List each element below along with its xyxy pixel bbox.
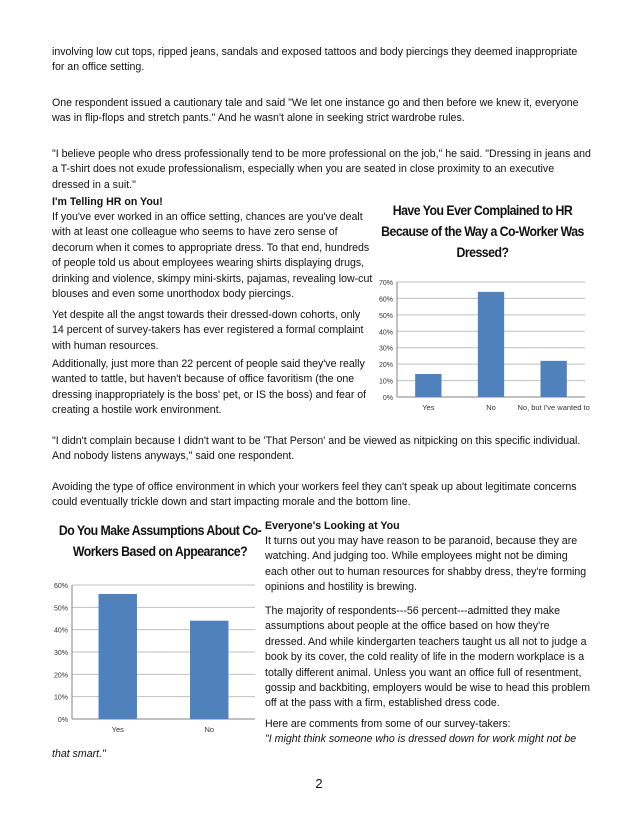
y-tick-label: 60%: [378, 296, 393, 304]
bar: [415, 374, 441, 397]
y-tick-label: 40%: [53, 627, 68, 635]
x-tick-label: Yes: [422, 403, 435, 412]
paragraph-avoiding: Avoiding the type of office environment in which your workers feel they can't speak up about legitimate concerns could eventually trickle down and start impacting morale and the bottom line.: [52, 481, 577, 509]
paragraph-hr-tattle: Additionally, just more than 22 percent of people said they've really wanted to tattle, but haven't because of office favoritism (the one dressing inappropriately is the boss' pet, or IS the boss) and fear of creating a hostile work environment.: [52, 358, 367, 417]
x-tick-label: No, but I've wanted to: [517, 403, 590, 412]
survey-quote-line2: that smart.": [52, 748, 106, 760]
section-heading-looking: Everyone's Looking at You: [265, 520, 400, 532]
y-tick-label: 10%: [53, 694, 68, 702]
chart-title-line: Do You Make Assumptions About Co-: [58, 522, 262, 538]
paragraph-looking-paranoid: It turns out you may have reason to be paranoid, because they are watching. And judging too. While employees might not be diming each other out to human resources for shabby dress, they're forming opinions and hostility is brewing.: [265, 535, 587, 594]
y-tick-label: 30%: [378, 345, 393, 353]
bar: [190, 621, 228, 719]
y-tick-label: 10%: [378, 378, 393, 386]
page-number: 2: [315, 776, 323, 791]
x-tick-label: No: [486, 403, 496, 412]
bar: [541, 361, 567, 397]
paragraph-professional-quote: "I believe people who dress professionally tend to be more professional on the job," he said. "Dressing in jeans and a T-shirt does not exude professionalism, especially when you are seated in close proximity to an executive dressed in a suit.": [52, 148, 591, 191]
survey-quote-line1: "I might think someone who is dressed down for work might not be: [265, 733, 577, 745]
paragraph-hr-complaint: Yet despite all the angst towards their dressed-down cohorts, only 14 percent of survey-takers has ever registered a formal complaint with human resources.: [52, 309, 364, 352]
chart-title-line: Dressed?: [456, 244, 509, 260]
y-tick-label: 0%: [382, 395, 393, 402]
chart-complained-hr: [375, 200, 590, 425]
paragraph-hr-decorum: If you've ever worked in an office setting, chances are you've dealt with at least one colleague who seems to have zero sense of decorum when it comes to appropriate dress. To that end, hundreds of people told us about employees wearing shirts displaying drugs, drinking and violence, skimpy mini-skirts, pajamas, revealing low-cut blouses and even some unorthodox body piercings.: [52, 211, 373, 301]
paragraph-intro: involving low cut tops, ripped jeans, sandals and exposed tattoos and body piercings they deemed inappropriate for an office setting.: [52, 46, 578, 74]
chart-assumptions: [50, 520, 260, 745]
y-tick-label: 70%: [378, 280, 393, 287]
chart-title-line: Workers Based on Appearance?: [72, 543, 248, 559]
bar: [99, 594, 137, 719]
y-tick-label: 60%: [53, 583, 68, 590]
section-heading-hr: I'm Telling HR on You!: [52, 196, 163, 208]
chart-title-line: Because of the Way a Co-Worker Was: [381, 223, 584, 239]
x-tick-label: Yes: [111, 725, 124, 734]
y-tick-label: 30%: [53, 650, 68, 657]
bar: [478, 292, 504, 397]
chart-title-line: Have You Ever Complained to HR: [392, 202, 573, 218]
y-tick-label: 20%: [378, 362, 393, 370]
y-tick-label: 40%: [378, 329, 393, 337]
y-tick-label: 50%: [378, 312, 393, 320]
x-tick-label: No: [204, 725, 215, 734]
paragraph-respondent-quote: "I didn't complain because I didn't want to be 'That Person' and be viewed as nitpicking on this specific individual. And nobody listens anyways," said one respondent.: [52, 435, 581, 463]
y-tick-label: 50%: [53, 605, 68, 613]
chart-plot: [375, 200, 590, 425]
paragraph-cautionary: One respondent issued a cautionary tale and said "We let one instance go and then before we knew it, everyone was in flip-flops and stretch pants." And he wasn't alone in seeking strict wardrobe rules.: [52, 97, 579, 125]
paragraph-looking-comments: Here are comments from some of our survey-takers:: [265, 718, 511, 730]
y-tick-label: 0%: [57, 717, 68, 724]
paragraph-looking-majority: The majority of respondents---56 percent---admitted they make assumptions about people at the office based on how they're dressed. And while kindergarten teachers taught us all not to judge a book by its cover, the cold reality of life in the modern workplace is a totally different animal. Unless you want an office full of resentment, gossip and backbiting, employers would be wise to head this problem off at the pass with a firm, established dress code.: [265, 605, 591, 710]
y-tick-label: 20%: [53, 672, 68, 680]
chart-plot: [50, 520, 260, 745]
